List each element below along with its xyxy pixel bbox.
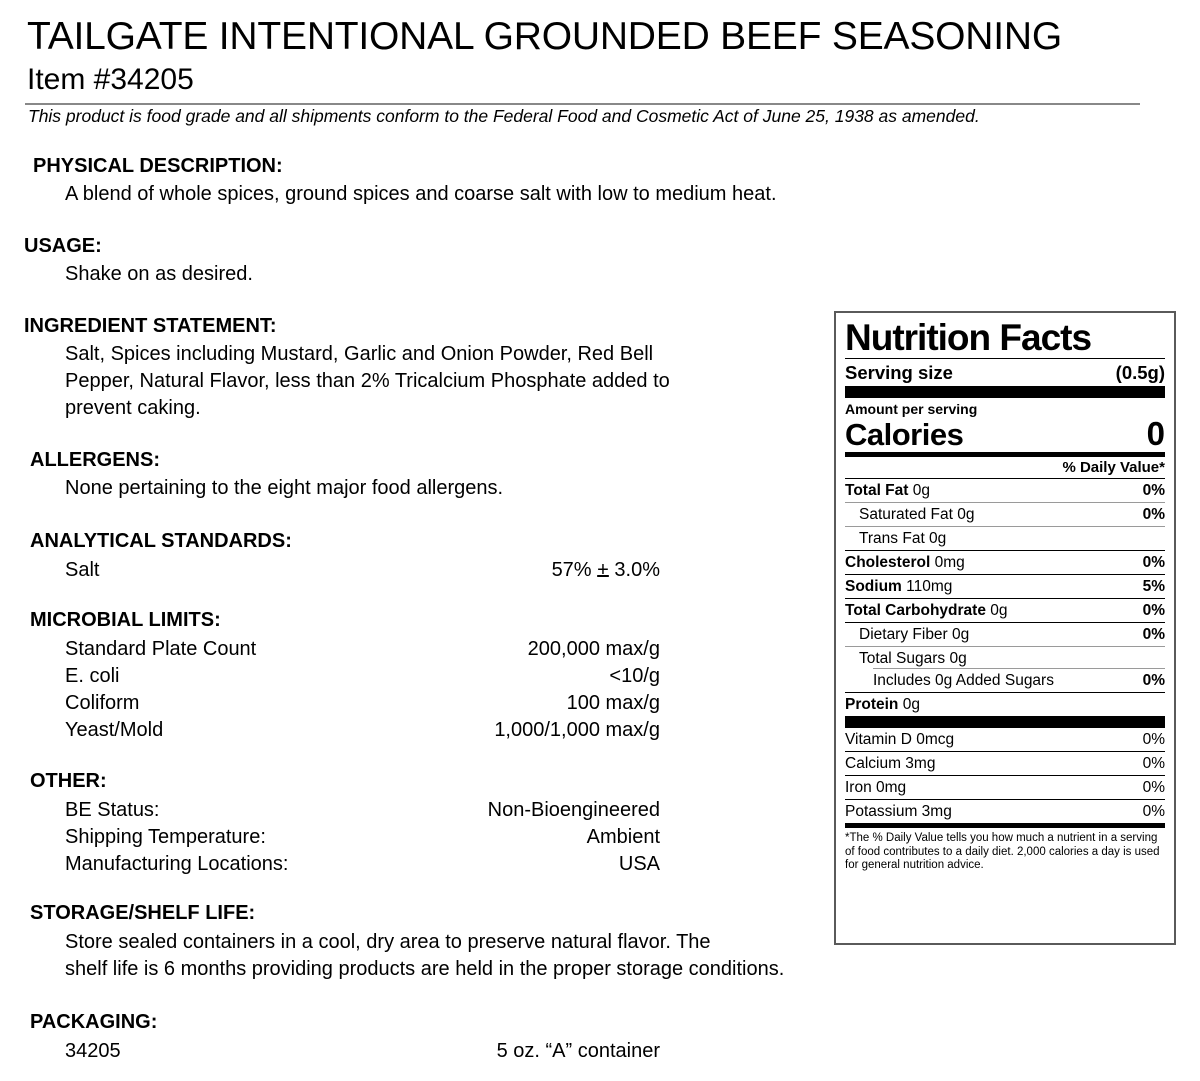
nutrient-name-rest: 110mg (901, 578, 953, 595)
micronutrient-daily-value: 0% (1142, 755, 1165, 772)
ingredient-line-3: prevent caking. (65, 397, 201, 419)
other-value: USA (618, 853, 660, 875)
nutrient-row-total-carbohydrate (845, 599, 1165, 623)
section-usage (24, 233, 253, 288)
other-row (65, 851, 660, 878)
nutrient-name (845, 554, 965, 571)
nutrient-name-rest: Includes 0g Added Sugars (873, 672, 1054, 689)
ingredient-line-2: Pepper, Natural Flavor, less than 2% Tricalcium Phosphate added to (65, 370, 670, 392)
section-ingredient-statement (24, 313, 670, 422)
nutrient-name-bold: Sodium (845, 578, 902, 595)
nutrient-name-bold: Cholesterol (845, 554, 931, 571)
usage-text: Shake on as desired. (65, 263, 253, 285)
section-heading-physical-description: PHYSICAL DESCRIPTION: (33, 155, 283, 177)
micronutrient-row-calcium (845, 752, 1165, 776)
micronutrient-row-iron (845, 776, 1165, 800)
micronutrient-name: Vitamin D 0mcg (845, 731, 955, 748)
microbial-row (65, 636, 660, 663)
packaging-label: 34205 (65, 1040, 121, 1062)
ingredient-line-1: Salt, Spices including Mustard, Garlic and Onion Powder, Red Bell (65, 343, 654, 365)
nutrient-name-rest: Trans Fat 0g (859, 530, 947, 547)
section-analytical-standards (30, 528, 660, 584)
nutrient-row-saturated-fat (845, 503, 1165, 527)
section-other (30, 768, 660, 878)
nutrient-name-rest: 0g (985, 602, 1008, 619)
analytical-value-prefix: 57% (551, 559, 598, 581)
nutrient-daily-value: 0% (1142, 506, 1165, 523)
nutrient-name-rest: Total Sugars 0g (859, 650, 967, 667)
analytical-value-salt (552, 557, 660, 584)
microbial-value: 200,000 max/g (527, 638, 660, 660)
section-heading-storage-shelf-life: STORAGE/SHELF LIFE: (30, 902, 256, 924)
nutrient-row-trans-fat (845, 527, 1165, 551)
section-storage-shelf-life (30, 900, 784, 983)
nutrient-daily-value: 0% (1142, 626, 1165, 643)
analytical-row-salt (65, 557, 660, 584)
page-title: TAILGATE INTENTIONAL GROUNDED BEEF SEASONING (27, 15, 1062, 58)
section-physical-description (33, 153, 777, 208)
nutrient-name (859, 626, 969, 643)
analytical-label-salt: Salt (65, 559, 100, 581)
nutrition-facts-title: Nutrition Facts (845, 317, 1165, 359)
packaging-value: 5 oz. “A” container (496, 1040, 660, 1062)
micronutrient-name: Calcium 3mg (845, 755, 936, 772)
nutrient-name (845, 602, 1008, 619)
amount-per-serving-label: Amount per serving (845, 401, 978, 417)
other-value: Ambient (586, 826, 660, 848)
nutrient-name (845, 482, 930, 499)
nutrient-daily-value: 5% (1142, 578, 1165, 595)
micronutrient-daily-value: 0% (1142, 731, 1165, 748)
nutrient-name-rest: 0mg (930, 554, 965, 571)
nutrient-row-total-sugars (845, 647, 1165, 668)
microbial-row (65, 717, 660, 744)
packaging-row (65, 1038, 660, 1065)
other-row (65, 797, 660, 824)
calories-row (845, 417, 1165, 457)
nutrient-name-bold: Total Fat (845, 482, 909, 499)
nutrient-name (859, 530, 946, 547)
section-heading-allergens: ALLERGENS: (30, 449, 160, 471)
serving-size-value: (0.5g) (1115, 362, 1165, 383)
micronutrient-name: Potassium 3mg (845, 803, 952, 820)
section-heading-usage: USAGE: (24, 235, 102, 257)
section-heading-other: OTHER: (30, 770, 107, 792)
nutrient-row-sodium (845, 575, 1165, 599)
nutrient-row-dietary-fiber (845, 623, 1165, 647)
calories-label: Calories (845, 417, 964, 452)
serving-size-row (845, 359, 1165, 398)
other-value: Non-Bioengineered (487, 799, 660, 821)
micronutrient-row-potassium (845, 800, 1165, 828)
serving-size-label: Serving size (845, 362, 953, 383)
nutrient-daily-value: 0% (1142, 602, 1165, 619)
nutrient-name (845, 696, 920, 713)
nutrient-name (859, 506, 974, 523)
nutrition-facts-panel (834, 311, 1176, 945)
nutrient-row-total-fat (845, 479, 1165, 503)
nutrient-name-rest: 0g (908, 482, 930, 499)
other-label: Manufacturing Locations: (65, 853, 289, 875)
nutrient-name (859, 650, 967, 667)
section-allergens (30, 447, 503, 502)
nutrient-name-rest: Dietary Fiber 0g (859, 626, 970, 643)
microbial-row (65, 690, 660, 717)
nutrient-name-bold: Protein (845, 696, 899, 713)
nutrient-name-rest: Saturated Fat 0g (859, 506, 975, 523)
microbial-value: <10/g (609, 665, 660, 687)
physical-description-text: A blend of whole spices, ground spices and coarse salt with low to medium heat. (65, 183, 777, 205)
nutrient-name (873, 672, 1054, 689)
nutrient-daily-value: 0% (1142, 482, 1165, 499)
section-heading-microbial-limits: MICROBIAL LIMITS: (30, 609, 221, 631)
nutrient-row-protein (845, 693, 1165, 728)
microbial-value: 1,000/1,000 max/g (494, 719, 660, 741)
microbial-label: Coliform (65, 692, 140, 714)
compliance-note: This product is food grade and all shipments conform to the Federal Food and Cosmetic Act of June 25, 1938 as amended. (28, 106, 980, 126)
section-heading-packaging: PACKAGING: (30, 1011, 158, 1033)
calories-value: 0 (1146, 415, 1165, 452)
storage-line-1: Store sealed containers in a cool, dry area to preserve natural flavor. The (65, 931, 711, 953)
micronutrient-daily-value: 0% (1142, 779, 1165, 796)
nutrient-daily-value: 0% (1142, 554, 1165, 571)
micronutrient-daily-value: 0% (1142, 803, 1165, 820)
microbial-label: Standard Plate Count (65, 638, 257, 660)
nutrient-name (845, 578, 952, 595)
microbial-value: 100 max/g (566, 692, 660, 714)
microbial-row (65, 663, 660, 690)
nutrition-footnote: *The % Daily Value tells you how much a nutrient in a serving of food contributes to a daily diet. 2,000 calories a day is used for general nutrition advice. (845, 832, 1160, 871)
allergens-text: None pertaining to the eight major food allergens. (65, 477, 504, 499)
item-number: Item #34205 (27, 63, 194, 96)
analytical-value-suffix: 3.0% (608, 559, 660, 581)
nutrient-row-added-sugars (845, 669, 1165, 693)
section-heading-ingredient-statement: INGREDIENT STATEMENT: (24, 315, 277, 337)
storage-line-2: shelf life is 6 months providing products are held in the proper storage conditions. (65, 958, 785, 980)
section-microbial-limits (30, 607, 660, 744)
microbial-label: Yeast/Mold (65, 719, 164, 741)
micronutrient-name: Iron 0mg (845, 779, 907, 796)
plus-minus-symbol: + (597, 559, 609, 581)
section-packaging (30, 1009, 660, 1065)
other-label: Shipping Temperature: (65, 826, 266, 848)
microbial-label: E. coli (65, 665, 120, 687)
nutrient-name-bold: Total Carbohydrate (845, 602, 986, 619)
section-heading-analytical-standards: ANALYTICAL STANDARDS: (30, 530, 292, 552)
daily-value-header: % Daily Value* (845, 457, 1165, 479)
nutrient-daily-value: 0% (1142, 672, 1165, 689)
other-label: BE Status: (65, 799, 160, 821)
other-row (65, 824, 660, 851)
nutrient-name-rest: 0g (898, 696, 920, 713)
micronutrient-row-vitamin-d (845, 728, 1165, 752)
nutrient-row-cholesterol (845, 551, 1165, 575)
